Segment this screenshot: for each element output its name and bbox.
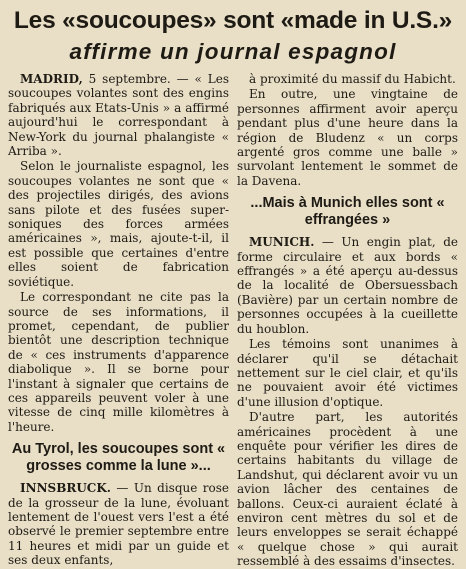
tyrol-heading: Au Tyrol, les soucoupes sont « grosses comme la lune »...: [11, 441, 226, 475]
left-column: [8, 72, 229, 569]
munich-paragraph: [237, 235, 458, 336]
bludenz-paragraph: En outre, une vingtaine de personnes affirment avoir aperçu pendant plus d'une heure dans la région de Bludenz « un corps argenté gros comme une balle » survolant lentement le sommet de la Davena.: [237, 87, 458, 188]
innsbruck-text: — Un disque rose de la grosseur de la lune, évoluant lentement de l'ouest vers l'est a été observé le premier septembre entre 11 heures et midi par un guide et ses deux enfants,: [8, 481, 229, 568]
right-column: [237, 72, 458, 569]
munich-heading: ...Mais à Munich elles sont « effrangées »: [250, 195, 445, 229]
subheadline: affirme un journal espagnol: [69, 39, 397, 64]
correspondent-paragraph: Le correspondant ne cite pas la source de ses informations, il promet, cependant, de publier bientôt une description technique de « ces instruments d'apparence diabolique ». Il se borne pour l'instant à signaler que certains de ces appareils peuvent voler à une vitesse de cinq mille kilomètres à l'heure.: [8, 290, 229, 434]
innsbruck-paragraph: [8, 481, 229, 567]
headline: Les «soucoupes» sont «made in U.S.»: [13, 7, 453, 34]
munich-text: — Un engin plat, de forme circulaire et aux bords « effrangés » a été aperçu au-dessus de la localité de Obersuessbach (Bavière) par un certain nombre de personnes occupées à la cueillette du houblon.: [237, 235, 458, 336]
journalist-paragraph: Selon le journaliste espagnol, les soucoupes volantes ne sont que « des projectiles dirigés, des avions sans pilote et des fusées super-soniques des forces armées américaines », mais, ajoute-t-il, il est possible que certaines d'entre elles soient de fabrication soviétique.: [8, 159, 229, 289]
madrid-text: 5 septembre. — « Les soucoupes volantes sont des engins fabriqués aux Etats-Unis » a affirmé aujourd'hui le correspondant à New-York du journal phalangiste « Arriba ».: [8, 72, 229, 159]
dateline-munich: MUNICH.: [249, 235, 315, 250]
dateline-madrid: MADRID,: [20, 72, 83, 86]
dateline-innsbruck: INNSBRUCK.: [20, 481, 111, 496]
witnesses-paragraph: Les témoins sont unanimes à déclarer qu'il se détachait nettement sur le ciel clair, et qu'ils ne pouvaient avoir été victimes d'une illusion d'optique.: [237, 337, 458, 409]
habicht-paragraph: à proximité du massif du Habicht.: [249, 72, 456, 86]
article-columns: [8, 72, 458, 569]
madrid-paragraph: [8, 72, 229, 158]
landshut-paragraph: D'autre part, les autorités américaines procèdent à une enquête pour vérifier les dires de certains habitants du village de Landshut, qui déclarent avoir vu un avion lâcher des centaines de ballons. Ceux-ci auraient éclaté à environ cent mètres du sol et de leurs enveloppes se serait échappé « quelque chose » qui aurait ressemblé à des essaims d'insectes.: [237, 410, 458, 569]
